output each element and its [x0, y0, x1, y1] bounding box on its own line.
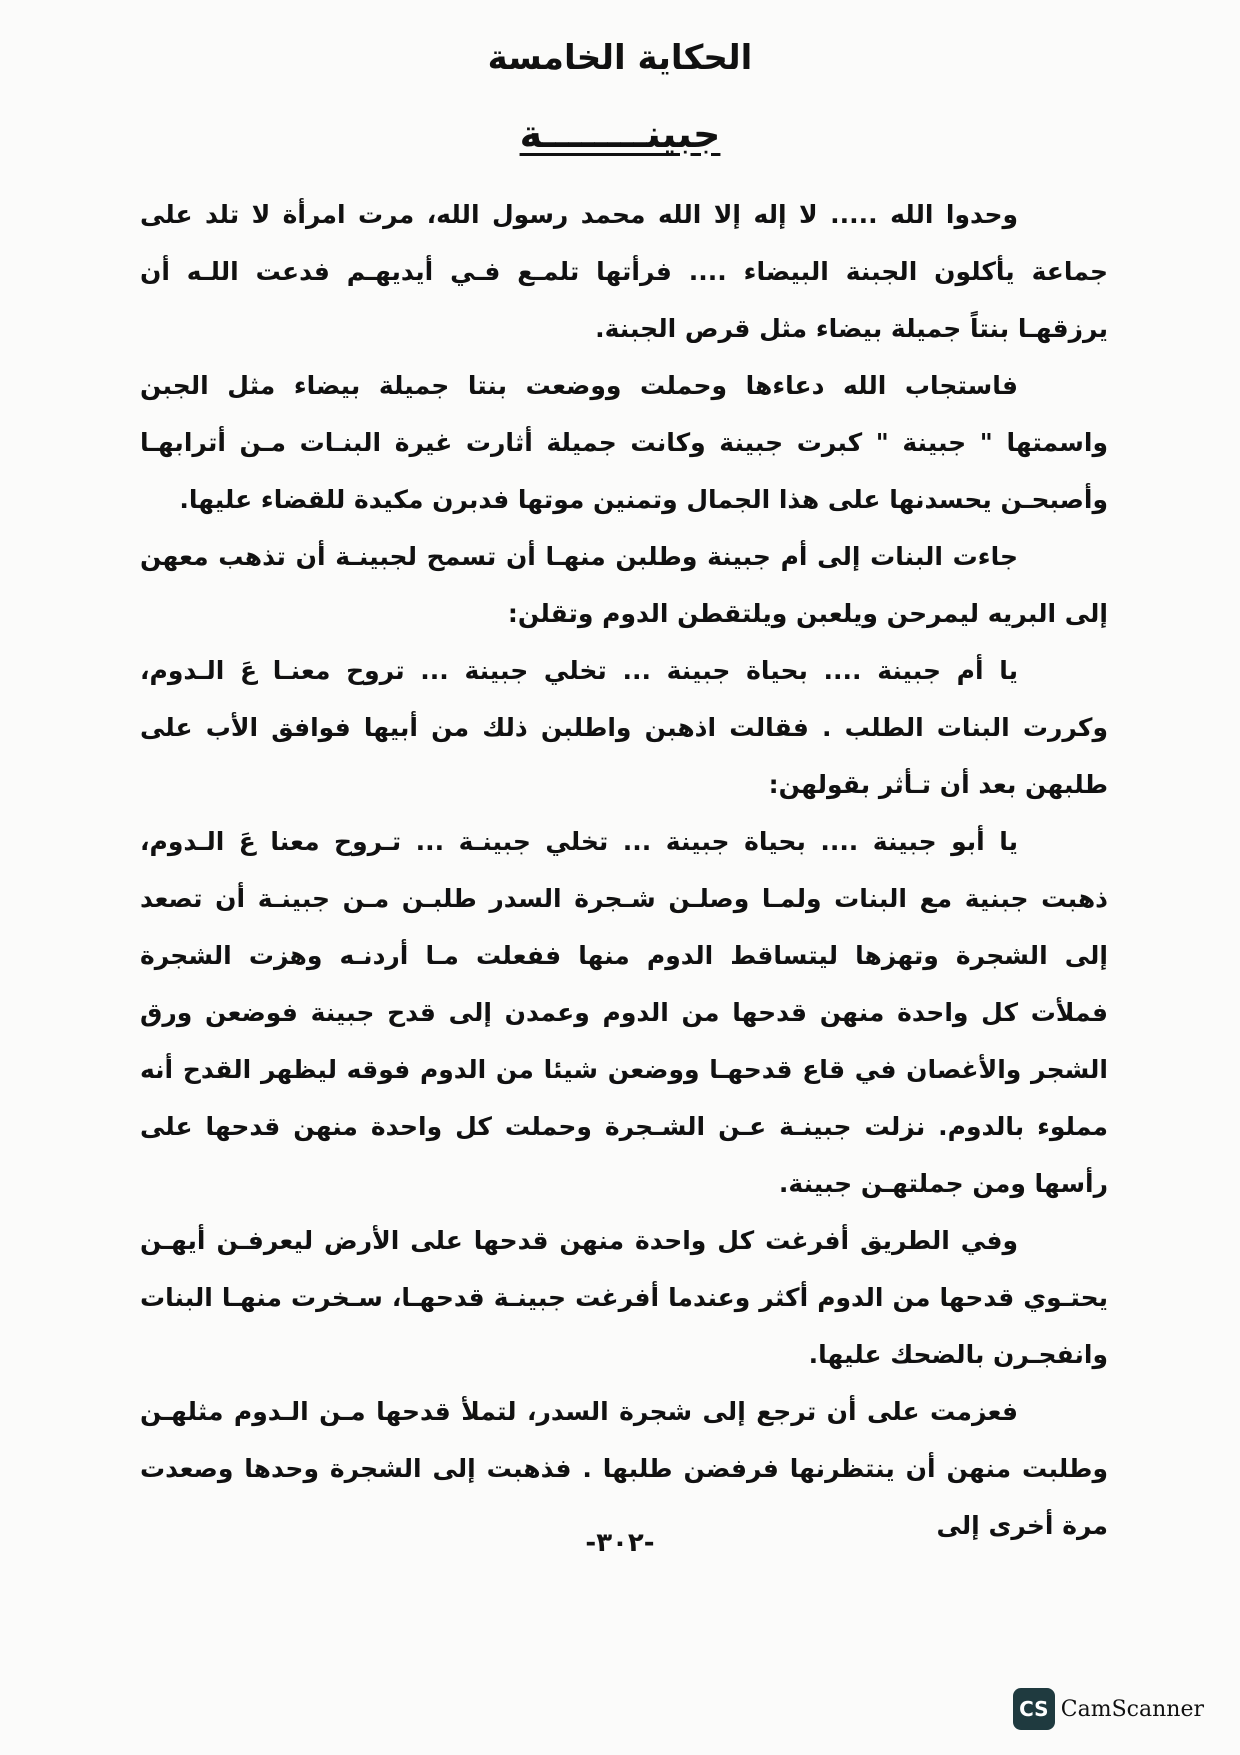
- camscanner-logo-icon: CS: [1013, 1688, 1055, 1730]
- paragraph: فعزمت على أن ترجع إلى شجرة السدر، لتملأ قدحها مـن الـدوم مثلهـن وطلبت منهن أن ينتظرنها فرفضن طلبها . فذهبت إلى الشجرة وحدها وصعدت مرة أخرى إلى: [140, 1397, 1108, 1540]
- page-number: -٣٠٢-: [585, 1528, 655, 1558]
- camscanner-watermark: [1013, 1688, 1204, 1730]
- story-body: [140, 186, 1108, 1554]
- paragraph: يا أم جبينة .... بحياة جبينة ... تخلي جبينة ... تروح معنـا عَ الـدوم، وكررت البنات الطلب . فقالت اذهبن واطلبن ذلك من أبيها فوافق الأب على طلبهن بعد أن تـأثر بقولهن:: [140, 656, 1108, 799]
- paragraph: جاءت البنات إلى أم جبينة وطلبن منهـا أن تسمح لجبينـة أن تذهب معهن إلى البريه ليمرحن ويلعبن ويلتقطن الدوم وتقلن:: [140, 542, 1108, 628]
- chapter-title: الحكاية الخامسة: [487, 38, 753, 78]
- paragraph: يا أبو جبينة .... بحياة جبينة ... تخلي جبينـة ... تـروح معنا عَ الـدوم، ذهبت جبنية مع البنات ولمـا وصلـن شـجرة السدر طلبـن مـن جبينـة أن تصعد إلى الشجرة وتهزها ليتساقط الدوم منها ففعلت مـا أردنـه وهزت الشجرة فملأت كل واحدة منهن قدحها من الدوم وعمدن إلى قدح جبينة فوضعن ورق الشجر والأغصان في قاع قدحهـا ووضعن شيئا من الدوم فوقه ليظهر القدح أنه مملوء بالدوم. نزلت جبينـة عـن الشـجرة وحملت كل واحدة منهن قدحها على رأسها ومن جملتهـن جبينة.: [140, 827, 1108, 1198]
- camscanner-brand-text: CamScanner: [1060, 1696, 1204, 1722]
- paragraph: فاستجاب الله دعاءها وحملت ووضعت بنتا جميلة بيضاء مثل الجبن واسمتها " جبينة " كبرت جبينة وكانت جميلة أثارت غيرة البنـات مـن أترابهـا وأصبحـن يحسدنها على هذا الجمال وتمنين موتها فدبرن مكيدة للقضاء عليها.: [140, 371, 1108, 514]
- paragraph: وحدوا الله ..... لا إله إلا الله محمد رسول الله، مرت امرأة لا تلد على جماعة يأكلون الجبنة البيضاء .... فرأتها تلمـع فـي أيديهـم فدعت اللـه أن يرزقهـا بنتاً جميلة بيضاء مثل قرص الجبنة.: [140, 200, 1108, 343]
- paragraph: وفي الطريق أفرغت كل واحدة منهن قدحها على الأرض ليعرفـن أيهـن يحتـوي قدحها من الدوم أكثر وعندما أفرغت جبينـة قدحهـا، سـخرت منهـا البنات وانفجـرن بالضحك عليها.: [140, 1226, 1108, 1369]
- story-title: جبينــــــــة: [519, 112, 721, 156]
